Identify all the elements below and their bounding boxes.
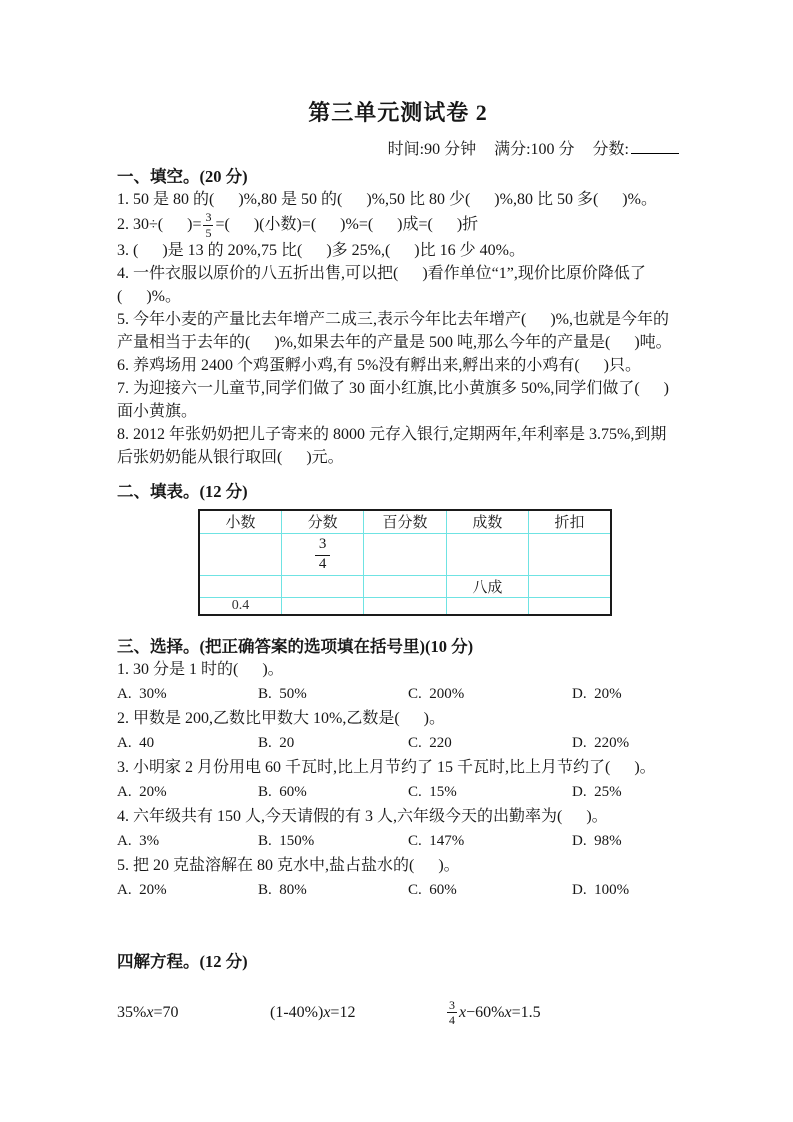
table-row-1 (199, 533, 611, 575)
fraction-numerator: 3 (205, 210, 212, 224)
option-a: A. 20% (117, 882, 167, 899)
fraction-three-fourths (315, 536, 331, 573)
fill-item-3: 3. ( )是 13 的 20%,75 比( )多 25%,( )比 16 少 40%。 (117, 242, 525, 260)
option-a: A. 30% (117, 686, 167, 703)
fill-item-2-post: =( )(小数)=( )%=( )成=( )折 (215, 215, 479, 233)
option-d: D. 220% (572, 735, 630, 752)
option-c: C. 220 (408, 735, 452, 752)
equation-2 (270, 1004, 445, 1022)
table-cell-empty (281, 575, 363, 597)
option-c: C. 15% (408, 784, 457, 801)
option-d: D. 100% (572, 882, 630, 899)
equation-text: −60% (466, 1003, 505, 1021)
table-cell-fraction (281, 533, 363, 575)
option-c: C. 60% (408, 882, 457, 899)
choice-question-4: 4. 六年级共有 150 人,今天请假的有 3 人,六年级今天的出勤率为( )。 (117, 807, 608, 825)
fraction-numerator: 3 (315, 536, 331, 556)
option-d: D. 98% (572, 833, 622, 850)
table-cell-decimal: 0.4 (199, 597, 281, 615)
choice-options-2 (117, 731, 679, 756)
option-b: B. 150% (258, 833, 315, 850)
table-cell-empty (446, 533, 528, 575)
choice-question-1: 1. 30 分是 1 时的( )。 (117, 660, 284, 678)
variable-x: x (146, 1003, 154, 1021)
col-header-chengshu: 成数 (446, 510, 528, 533)
table-cell-empty (529, 575, 611, 597)
choice-options-5 (117, 878, 679, 903)
col-header-decimal: 小数 (199, 510, 281, 533)
fill-item-8: 8. 2012 年张奶奶把儿子寄来的 8000 元存入银行,定期两年,年利率是 3.75%,到期后张奶奶能从银行取回( )元。 (117, 426, 667, 467)
fill-item-2 (117, 211, 679, 239)
equation-text: =1.5 (511, 1003, 541, 1021)
full-score-label: 满分:100 分 (494, 141, 575, 158)
table-cell-empty (199, 575, 281, 597)
fraction-three-fourths (447, 999, 457, 1027)
score-label: 分数: (592, 141, 629, 158)
equation-1 (117, 1004, 270, 1022)
fill-item-2-pre: 2. 30÷( )= (117, 215, 202, 233)
choice-options-4 (117, 829, 679, 854)
table-row-2 (199, 575, 611, 597)
variable-x: x (323, 1003, 331, 1021)
time-label: 时间:90 分钟 (387, 141, 477, 158)
option-b: B. 50% (258, 686, 307, 703)
equation-text: 35% (117, 1003, 147, 1021)
choice-question-2: 2. 甲数是 200,乙数比甲数大 10%,乙数是( )。 (117, 709, 445, 727)
fill-item-6: 6. 养鸡场用 2400 个鸡蛋孵小鸡,有 5%没有孵出来,孵出来的小鸡有( )只。 (117, 357, 641, 375)
table-cell-empty (281, 597, 363, 615)
col-header-percent: 百分数 (364, 510, 446, 533)
page-title: 第三单元测试卷 2 (308, 100, 488, 125)
table-cell-chengshu: 八成 (446, 575, 528, 597)
table-cell-empty (199, 533, 281, 575)
equation-text: (1-40%) (270, 1003, 324, 1021)
fraction-numerator: 3 (449, 997, 455, 1012)
section3-heading: 三、选择。(把正确答案的选项填在括号里)(10 分) (117, 636, 474, 656)
equation-text: =12 (330, 1003, 356, 1021)
table-row-3 (199, 597, 611, 615)
option-b: B. 80% (258, 882, 307, 899)
table-cell-empty (446, 597, 528, 615)
option-c: C. 147% (408, 833, 465, 850)
equation-3 (445, 999, 679, 1027)
fill-item-5: 5. 今年小麦的产量比去年增产二成三,表示今年比去年增产( )%,也就是今年的产量相当于去年的( )%,如果去年的产量是 500 吨,那么今年的产量是( )吨。 (117, 311, 672, 352)
fraction-three-fifths (203, 211, 213, 239)
conversion-table (198, 509, 612, 616)
fraction-denominator: 4 (449, 1013, 455, 1028)
section4-heading: 四解方程。(12 分) (117, 951, 248, 971)
section2-heading: 二、填表。(12 分) (117, 482, 248, 502)
equations-row (117, 999, 679, 1027)
col-header-fraction: 分数 (281, 510, 363, 533)
section1-heading: 一、填空。(20 分) (117, 167, 248, 186)
col-header-discount: 折扣 (529, 510, 611, 533)
choice-question-5: 5. 把 20 克盐溶解在 80 克水中,盐占盐水的( )。 (117, 856, 460, 874)
choice-options-1 (117, 682, 679, 707)
option-b: B. 20 (258, 735, 295, 752)
table-cell-empty (364, 597, 446, 615)
option-a: A. 40 (117, 735, 155, 752)
table-header-row (199, 510, 611, 533)
exam-info-line (117, 136, 679, 159)
table-cell-empty (364, 575, 446, 597)
fill-item-1: 1. 50 是 80 的( )%,80 是 50 的( )%,50 比 80 少( )%,80 比 50 多( )%。 (117, 191, 657, 208)
table-cell-empty (529, 533, 611, 575)
variable-x: x (459, 1003, 467, 1021)
option-c: C. 200% (408, 686, 465, 703)
option-d: D. 20% (572, 686, 622, 703)
equation-text: =70 (153, 1003, 179, 1021)
fraction-denominator: 4 (318, 555, 327, 572)
fill-item-7: 7. 为迎接六一儿童节,同学们做了 30 面小红旗,比小黄旗多 50%,同学们做了( )面小黄旗。 (117, 380, 669, 421)
table-cell-empty (364, 533, 446, 575)
choice-options-3 (117, 780, 679, 805)
choice-question-3: 3. 小明家 2 月份用电 60 千瓦时,比上月节约了 15 千瓦时,比上月节约了( )。 (117, 758, 656, 776)
table-cell-empty (529, 597, 611, 615)
fraction-denominator: 5 (205, 225, 212, 240)
option-a: A. 20% (117, 784, 167, 801)
option-d: D. 25% (572, 784, 622, 801)
fill-item-4: 4. 一件衣服以原价的八五折出售,可以把( )看作单位“1”,现价比原价降低了( )%。 (117, 265, 646, 306)
score-blank-line (631, 151, 679, 154)
option-a: A. 3% (117, 833, 160, 850)
variable-x: x (504, 1003, 512, 1021)
option-b: B. 60% (258, 784, 307, 801)
